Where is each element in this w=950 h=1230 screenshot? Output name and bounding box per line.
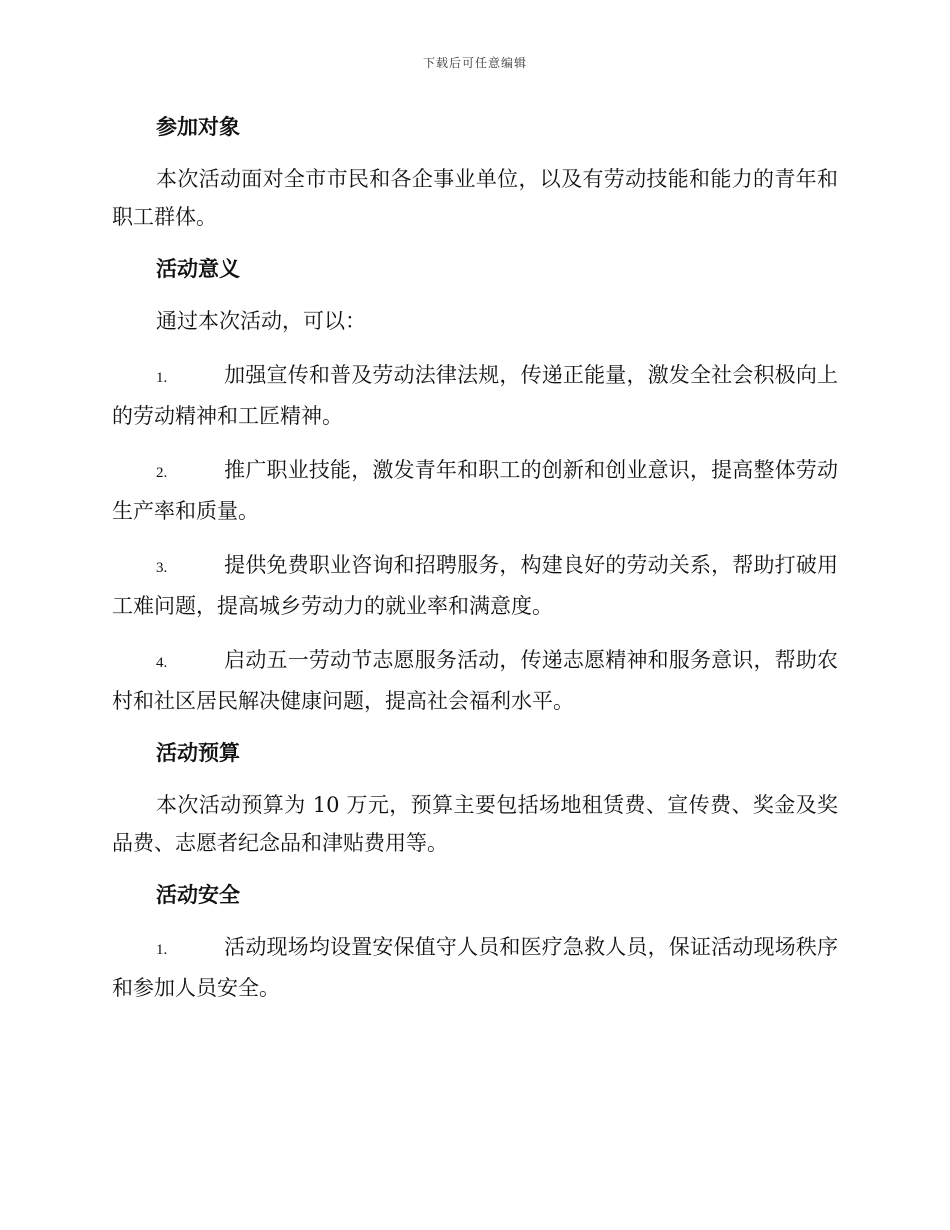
safety-item-1 [112,928,838,1007]
page-header: 下载后可任意编辑 [422,56,527,70]
list-number: 1. [156,942,168,958]
list-number: 1. [156,370,168,386]
section-title-participants: 参加对象 [156,114,240,139]
list-number: 3. [156,560,168,576]
significance-item-3 [112,546,838,625]
list-item-text: 加强宣传和普及劳动法律法规，传递正能量，激发全社会积极向上的劳动精神和工匠精神。 [112,363,838,428]
list-item-text: 活动现场均设置安保值守人员和医疗急救人员，保证活动现场秩序和参加人员安全。 [112,935,838,1000]
list-item-text: 提供免费职业咨询和招聘服务，构建良好的劳动关系，帮助打破用工难问题，提高城乡劳动力的就业率和满意度。 [112,553,838,618]
significance-item-1 [112,356,838,435]
significance-item-2 [112,451,838,530]
section-title-budget: 活动预算 [156,740,240,765]
section-title-significance: 活动意义 [156,256,240,281]
list-number: 4. [156,655,168,671]
significance-item-4 [112,641,838,720]
budget-paragraph: 本次活动预算为 10 万元，预算主要包括场地租赁费、宣传费、奖金及奖品费、志愿者纪念品和津贴费用等。 [112,793,838,855]
list-item-text: 推广职业技能，激发青年和职工的创新和创业意识，提高整体劳动生产率和质量。 [112,458,838,523]
significance-intro: 通过本次活动，可以： [156,309,366,333]
participants-paragraph: 本次活动面对全市市民和各企事业单位，以及有劳动技能和能力的青年和职工群体。 [112,167,838,229]
list-number: 2. [156,465,168,481]
document-body [112,110,838,1007]
list-item-text: 启动五一劳动节志愿服务活动，传递志愿精神和服务意识，帮助农村和社区居民解决健康问题，提高社会福利水平。 [112,648,838,713]
section-title-safety: 活动安全 [156,882,240,907]
